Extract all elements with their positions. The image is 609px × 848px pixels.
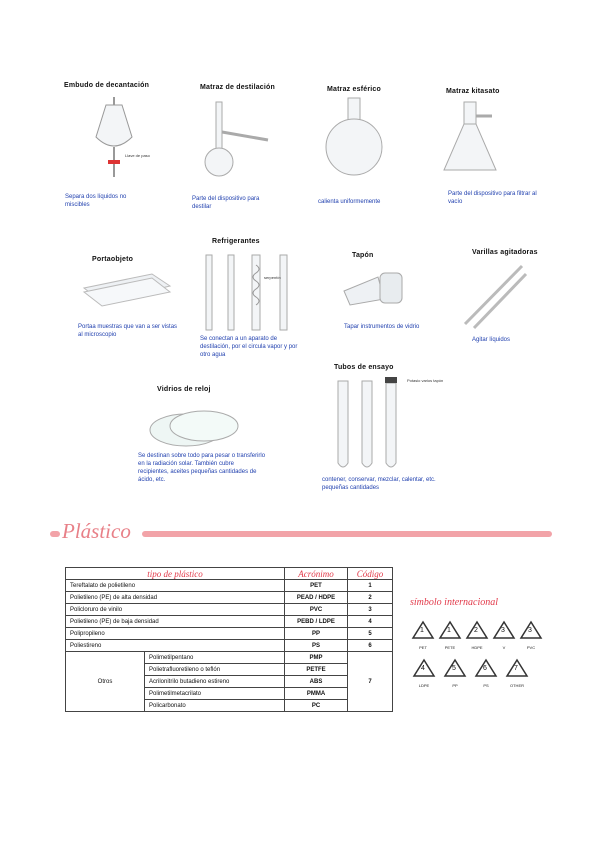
- row-tipo: Polietileno (PE) de alta densidad: [66, 592, 285, 604]
- title-tapon: Tapón: [352, 252, 374, 259]
- row-acronimo: PEBD / LDPE: [285, 616, 348, 628]
- test-tubes-image: [332, 375, 407, 475]
- recycle-code-1-pete: [437, 620, 463, 650]
- otros-acronimo: PETFE: [285, 664, 348, 676]
- round-flask-image: [322, 95, 387, 180]
- row-codigo: 4: [348, 616, 393, 628]
- recycle-label: V: [502, 645, 506, 650]
- recycle-code-5-pp: [442, 658, 468, 688]
- stopper-image: [340, 265, 410, 310]
- note-refrigerantes: Se conectan a un aparato de destilación, por el circula vapor y por otro agua: [200, 336, 298, 358]
- note-portaobjeto: Portaa muestras que van a ser vistas al microscopio: [78, 324, 178, 338]
- header-codigo: Código: [348, 568, 393, 580]
- note-kitasato: Parte del dispositivo para filtrar al vacío: [448, 191, 537, 205]
- note-tapon: Tapar instrumentos de vidrio: [344, 324, 420, 330]
- recycle-code-1-pet: [410, 620, 436, 650]
- otros-acronimo: PC: [285, 700, 348, 712]
- title-matraz-esferico: Matraz esférico: [327, 86, 381, 93]
- row-tipo: Polipropileno: [66, 628, 285, 640]
- row-acronimo: PVC: [285, 604, 348, 616]
- title-vidrio-reloj: Vidrios de reloj: [157, 386, 211, 393]
- table-header-row: [66, 568, 393, 580]
- recycle-label: OTHER: [510, 683, 524, 688]
- note-embudo: Separa dos líquidos no miscibles: [65, 194, 127, 208]
- table-row: [66, 580, 393, 592]
- row-codigo: 1: [348, 580, 393, 592]
- watch-glass-image: [148, 402, 240, 450]
- table-row: [66, 652, 393, 664]
- row-tipo: Tereftalato de polietileno: [66, 580, 285, 592]
- note-matraz-destilacion: Parte del dispositivo para destilar: [192, 196, 260, 210]
- distillation-flask-image: [200, 100, 275, 180]
- recycle-number: 1: [447, 627, 451, 634]
- recycle-number: 3: [528, 627, 532, 634]
- row-codigo: 5: [348, 628, 393, 640]
- row-codigo: 3: [348, 604, 393, 616]
- title-varillas: Varillas agitadoras: [472, 249, 538, 256]
- otros-tipo: Policarbonato: [145, 700, 285, 712]
- title-refrigerantes: Refrigerantes: [212, 238, 260, 245]
- header-acronimo: Acrónimo: [285, 568, 348, 580]
- row-codigo: 6: [348, 640, 393, 652]
- recycle-number: 3: [501, 627, 505, 634]
- recycle-number: 1: [420, 627, 424, 634]
- row-tipo: Policloruro de vinilo: [66, 604, 285, 616]
- separatory-funnel-image: [80, 95, 150, 180]
- header-tipo: tipo de plástico: [66, 568, 285, 580]
- otros-tipo: Acrilonitrilo butadieno estireno: [145, 676, 285, 688]
- otros-tipo: Polimetilmetacrilato: [145, 688, 285, 700]
- recycle-code-3-v: [491, 620, 517, 650]
- kitasato-flask-image: [440, 100, 505, 180]
- otros-tipo: Polimetilpentano: [145, 652, 285, 664]
- recycle-label: PETE: [444, 645, 456, 650]
- recycle-code-7-other: [504, 658, 530, 688]
- note-vidrio-reloj: Se destinan sobre todo para pesar o transferirlo en la radiación solar. También cubre recipientes, aceites pequeñas cantidades de ácido, etc.: [138, 453, 266, 483]
- condensers-image: [200, 250, 300, 335]
- title-matraz-destilacion: Matraz de destilación: [200, 84, 275, 91]
- recycle-number: 5: [452, 665, 456, 672]
- row-codigo: 2: [348, 592, 393, 604]
- recycle-code-2-hdpe: [464, 620, 490, 650]
- row-acronimo: PET: [285, 580, 348, 592]
- otros-label: Otros: [66, 652, 145, 712]
- recycle-label: PVC: [526, 645, 536, 650]
- slide-image: [82, 270, 172, 310]
- note-tubos-ensayo: contener, conservar, mezclar, calentar, etc. pequeñas cantidades: [322, 477, 436, 491]
- otros-tipo: Polietrafluoretileno o teflón: [145, 664, 285, 676]
- section-heading: Plástico: [62, 519, 131, 543]
- otros-codigo: 7: [348, 652, 393, 712]
- recycle-number: 4: [421, 665, 425, 672]
- title-embudo: Embudo de decantación: [64, 82, 150, 89]
- table-row: [66, 604, 393, 616]
- title-kitasato: Matraz kitasato: [446, 88, 500, 95]
- otros-acronimo: PMMA: [285, 688, 348, 700]
- recycle-code-3-pvc: [518, 620, 544, 650]
- table-row: [66, 592, 393, 604]
- recycle-label: LDPE: [418, 683, 430, 688]
- otros-acronimo: PMP: [285, 652, 348, 664]
- title-portaobjeto: Portaobjeto: [92, 256, 134, 263]
- symbol-title: símbolo internacional: [410, 597, 499, 608]
- table-row: [66, 616, 393, 628]
- table-row: [66, 628, 393, 640]
- title-tubos-ensayo: Tubos de ensayo: [334, 364, 394, 371]
- note-matraz-esferico: calienta uniformemente: [318, 199, 381, 205]
- heading-bar-left: [50, 531, 60, 537]
- recycle-code-4-ldpe: [411, 658, 437, 688]
- row-acronimo: PS: [285, 640, 348, 652]
- note-llave-paso: Llave de paso: [125, 153, 150, 158]
- table-row: [66, 640, 393, 652]
- recycle-number: 2: [474, 627, 478, 634]
- recycle-number: 7: [514, 665, 518, 672]
- otros-acronimo: ABS: [285, 676, 348, 688]
- note-tubos-tapon: Potasio varios tapón: [407, 378, 444, 383]
- stirring-rods-image: [460, 262, 530, 332]
- recycle-label: PP: [452, 683, 458, 688]
- plastics-table: [65, 567, 393, 712]
- row-tipo: Poliestireno: [66, 640, 285, 652]
- recycle-label: HDPE: [471, 645, 483, 650]
- recycle-label: PET: [419, 645, 427, 650]
- recycle-number: 6: [483, 665, 487, 672]
- recycle-code-6-ps: [473, 658, 499, 688]
- note-varillas: Agitar líquidos: [472, 337, 511, 343]
- row-tipo: Polietileno (PE) de baja densidad: [66, 616, 285, 628]
- row-acronimo: PEAD / HDPE: [285, 592, 348, 604]
- heading-bar-right: [142, 531, 552, 537]
- recycle-label: PS: [483, 683, 489, 688]
- row-acronimo: PP: [285, 628, 348, 640]
- note-serpentin: serpentín: [264, 275, 281, 280]
